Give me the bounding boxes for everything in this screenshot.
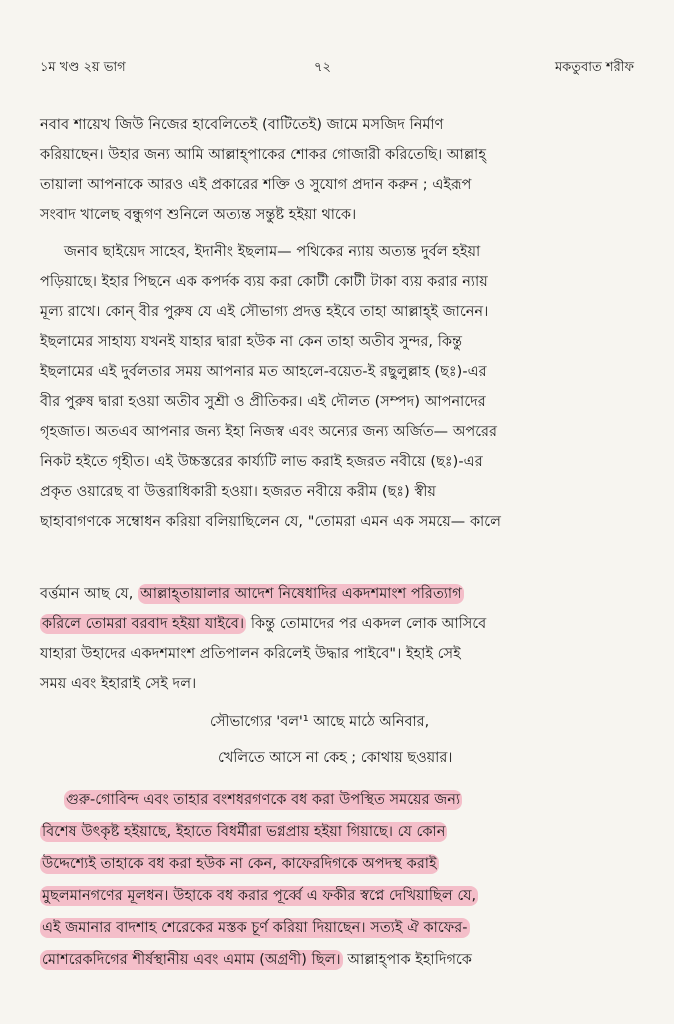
highlighted-text: মুছলমানগণের মূলধন। উহাকে বধ করার পূর্ব্বে এ ফকীর স্বপ্নে দেখিয়াছিল যে, <box>42 888 477 904</box>
highlighted-text: গুরু-গোবিন্দ এবং তাহার বংশধরগণকে বধ করা উপস্থিত সময়ের জন্য <box>66 792 461 808</box>
paragraph-start-line: জনাব ছাইয়েদ সাহেব, ইদানীং ইছলাম— পথিকের ন্যায় অত্যন্ত দুর্বল হইয়া <box>64 244 481 260</box>
page-header <box>40 58 634 82</box>
text-line-mixed <box>40 584 464 604</box>
text-line: সময় এবং ইহারাই সেই দল। <box>40 676 197 692</box>
text-line: ছাহাবাগণকে সম্বোধন করিয়া বলিয়াছিলেন যে, "তোমরা এমন এক সময়ে— কালে <box>40 514 501 530</box>
book-title: মকতুবাত শরীফ <box>554 60 634 75</box>
highlighted-line <box>40 822 447 842</box>
text-line: মূল্য রাখে। কোন্‌ বীর পুরুষ যে এই সৌভাগ্য প্রদত্ত হইবে তাহা আল্লাহ্‌ই জানেন। <box>40 304 489 320</box>
highlighted-text: আল্লাহ্‌তায়ালার আদেশ নিষেধাদির একদশমাংশ পরিত্যাগ <box>140 586 462 602</box>
volume-label: ১ম খণ্ড ২য় ভাগ <box>40 60 126 75</box>
highlighted-text: বিশেষ উৎকৃষ্ট হইয়াছে, ইহাতে বিধর্মীরা ভগ্নপ্রায় হইয়া গিয়াছে। যে কোন <box>42 824 446 840</box>
text-line: পড়িয়াছে। ইহার পিছনে এক কপর্দক ব্যয় করা কোটী কোটী টাকা ব্যয় করার ন্যায় <box>40 274 488 290</box>
text-line: নিকট হইতে গৃহীত। এই উচ্চস্তরের কার্য্যটি লাভ করাই হজরত নবীয়ে (ছঃ)-এর <box>40 454 483 470</box>
highlighted-line <box>40 886 478 906</box>
text-line: যাহারা উহাদের একদশমাংশ প্রতিপালন করিলেই উদ্ধার পাইবে"। ইহাই সেই <box>40 646 461 662</box>
text-line: ইছলামের সাহায্য যখনই যাহার দ্বারা হউক না কেন তাহা অতীব সুন্দর, কিন্তু <box>40 334 463 350</box>
text-line: প্রকৃত ওয়ারেছ বা উত্তরাধিকারী হওয়া। হজরত নবীয়ে করীম (ছঃ) স্বীয় <box>40 484 437 500</box>
highlighted-text: মোশরেকদিগের শীর্ষস্থানীয় এবং এমাম (অগ্রণী) ছিল। <box>42 952 341 968</box>
text-line: সংবাদ খালেছ বন্ধুগণ শুনিলে অত্যন্ত সন্তুষ্ট হইয়া থাকে। <box>40 207 357 223</box>
plain-text: বর্ত্তমান আছ যে, <box>40 586 139 602</box>
text-line: তায়ালা আপনাকে আরও এই প্রকারের শক্তি ও সুযোগ প্রদান করুন ; এইরূপ <box>40 177 472 193</box>
highlighted-text: এই জমানার বাদশাহ শেরেকের মস্তক চূর্ণ করিয়া দিয়াছেন। সত্যই ঐ কাফের- <box>42 920 468 936</box>
verse-line: সৌভাগ্যের 'বল'¹ আছে মাঠে অনিবার, <box>210 714 430 730</box>
text-line-mixed <box>40 950 472 970</box>
text-line-mixed <box>40 614 486 634</box>
text-line: করিয়াছেন। উহার জন্য আমি আল্লাহ্‌পাকের শোকর গোজারী করিতেছি। আল্লাহ্‌ <box>40 147 486 163</box>
text-line: নবাব শায়েখ জিউ নিজের হাবেলিতেই (বাটিতেই) জামে মসজিদ নির্মাণ <box>40 117 444 133</box>
highlighted-line <box>40 854 439 874</box>
highlighted-line <box>64 790 462 810</box>
text-line: গৃহজাত। অতএব আপনার জন্য ইহা নিজস্ব এবং অন্যের জন্য অর্জিত— অপরের <box>40 424 498 440</box>
plain-text: কিন্তু তোমাদের পর একদল লোক আসিবে <box>246 616 487 632</box>
highlighted-line <box>40 918 470 938</box>
text-line: বীর পুরুষ দ্বারা হওয়া অতীব সুশ্রী ও প্রীতিকর। এই দৌলত (সম্পদ) আপনাদের <box>40 394 486 410</box>
highlighted-text: উদ্দেশ্যেই তাহাকে বধ করা হউক না কেন, কাফেরদিগকে অপদস্থ করাই <box>42 856 437 872</box>
plain-text: আল্লাহ্‌পাক ইহাদিগকে <box>342 952 472 968</box>
highlighted-text: করিলে তোমরা বরবাদ হইয়া যাইবে। <box>42 616 245 632</box>
text-line: ইছলামের এই দুর্বলতার সময় আপনার মত আহলে-বয়েত-ই রছুলুল্লাহ (ছঃ)-এর <box>40 364 487 380</box>
verse-line: খেলিতে আসে না কেহ ; কোথায় ছওয়ার। <box>218 750 453 766</box>
page-number: ৭২ <box>314 60 331 75</box>
